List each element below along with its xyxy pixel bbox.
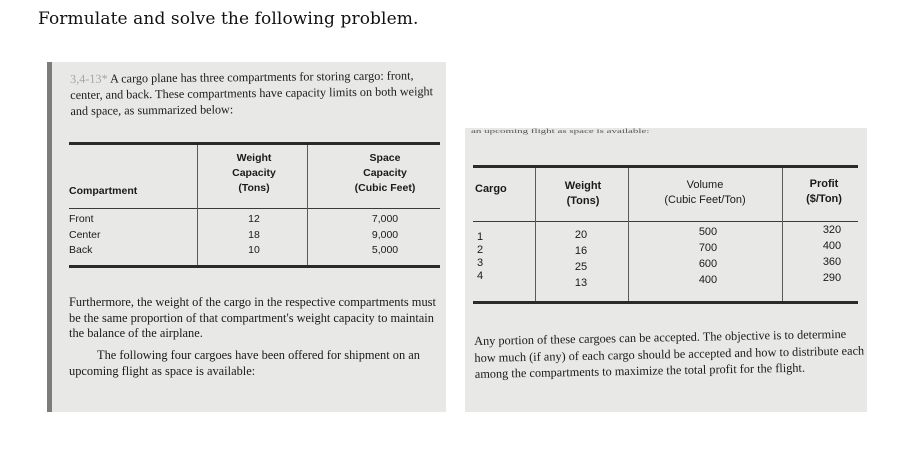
table-row: Front <box>69 213 94 225</box>
table-cell: 700 <box>698 242 718 254</box>
table-cell: 20 <box>574 229 588 241</box>
cargo-weight-header: Weight (Tons) <box>564 180 602 207</box>
table-row: Center <box>69 228 101 241</box>
table-cell: 290 <box>822 272 842 284</box>
problem-intro <box>70 67 442 119</box>
table-cell: 9,000 <box>371 228 399 241</box>
paragraph-cargoes-offered: The following four cargoes have been offered for shipment on an upcoming flight as space is available: <box>69 348 420 378</box>
volume-column <box>683 224 733 288</box>
cut-off-text: an upcoming flight as space is available: <box>471 128 650 135</box>
paragraph-balance: Furthermore, the weight of the cargo in the respective compartments must be the same proportion of that compartment's weight capacity to maintain the balance of the airplane. <box>69 295 436 340</box>
table-column-divider <box>782 168 783 302</box>
table-cell: 10 <box>248 244 260 256</box>
table-cell: 360 <box>822 256 842 268</box>
textbook-page-right <box>465 128 867 412</box>
table-cell: 7,000 <box>371 213 399 225</box>
weight-capacity-column <box>227 212 281 259</box>
weight-capacity-header: Weight Capacity (Tons) <box>232 152 276 194</box>
table-row: 3 <box>477 257 484 269</box>
table-column-divider <box>628 168 629 302</box>
table-cell: 25 <box>574 261 588 273</box>
table-row: Back <box>69 244 93 256</box>
table-row: 4 <box>477 270 484 282</box>
table-cell: 16 <box>574 245 588 257</box>
space-capacity-header: Space Capacity (Cubic Feet) <box>354 152 416 194</box>
cargo-weight-column <box>561 227 601 291</box>
table-cell: 600 <box>698 258 718 270</box>
table-cell: 400 <box>698 274 718 286</box>
table-cell: 320 <box>822 224 842 236</box>
textbook-page-left <box>47 62 446 412</box>
page-heading: Formulate and solve the following problem. <box>38 9 419 29</box>
table-bottom-rule <box>69 265 440 268</box>
cargo-number-column <box>477 231 517 283</box>
table-cell: 400 <box>822 240 842 252</box>
table-header-rule <box>69 208 440 209</box>
table-row: 1 <box>477 231 484 243</box>
table-column-divider <box>535 168 536 302</box>
table-row: 2 <box>477 244 484 256</box>
table-cell: 13 <box>574 277 588 289</box>
space-capacity-column <box>353 212 417 259</box>
problem-number: 3,4-13* <box>70 71 108 86</box>
table-column-divider <box>197 145 198 267</box>
table-cell: 5,000 <box>371 244 399 256</box>
compartment-column <box>69 212 189 259</box>
table-cell: 18 <box>248 228 260 241</box>
problem-intro-text: A cargo plane has three compartments for storing cargo: front, center, and back. These compartments have capacity limits on both weight and space, as summarized below: <box>70 68 434 118</box>
table-cell: 500 <box>698 226 718 238</box>
table-top-rule <box>69 142 440 145</box>
paragraph-objective: Any portion of these cargoes can be accepted. The objective is to determine how much (if any) of each cargo should be accepted and how to distribute each among the compartments to maximize the total profit for the flight. <box>474 326 865 381</box>
table-bottom-rule <box>473 301 858 304</box>
table-top-rule <box>473 165 858 168</box>
volume-header: Volume (Cubic Feet/Ton) <box>664 179 746 206</box>
page-edge-shadow <box>47 62 52 412</box>
compartment-header: Compartment <box>69 185 138 197</box>
table-cell: 12 <box>248 213 260 225</box>
table-column-divider <box>307 145 308 267</box>
profit-header: Profit ($/Ton) <box>806 178 842 205</box>
table-header-rule <box>473 221 858 222</box>
profit-column <box>810 222 854 286</box>
cargo-header: Cargo <box>475 183 507 195</box>
